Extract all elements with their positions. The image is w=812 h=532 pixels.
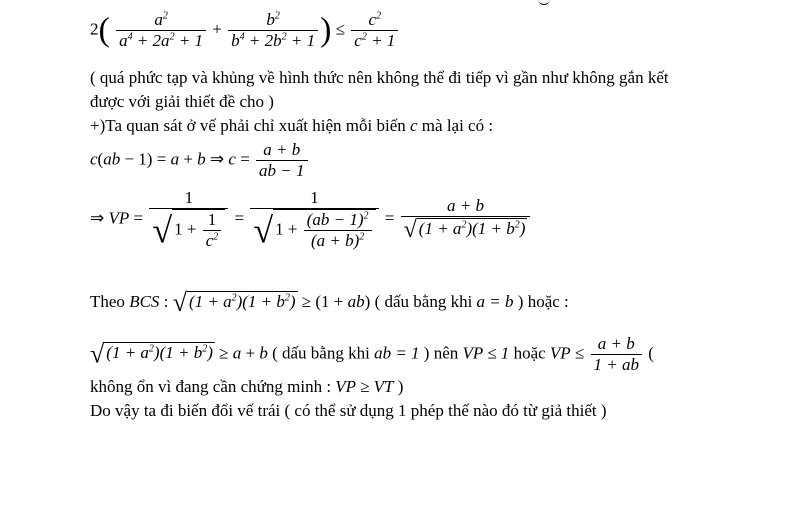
paragraph-2-end: mà lại có :	[421, 116, 494, 135]
hoac-2: hoặc	[513, 343, 546, 363]
dau-bang-2: ( dấu bằng khi	[272, 343, 370, 363]
formula-top: 2( $\frac{a^2}{a^4 + 2a^2 + 1}$ + $\frac{b^2}{b^4 + 2b^2 + 1}$ ) ≤ $\frac{c^2}{c^2 + 1}$	[90, 10, 400, 51]
theo-label: Theo	[90, 291, 125, 311]
decorative-mark	[538, 0, 550, 5]
bcs-label: BCS	[129, 291, 160, 311]
paragraph-2	[90, 116, 493, 136]
condition-1: a = b	[476, 291, 514, 311]
condition-2: ab = 1	[374, 343, 420, 363]
paragraph-2-var: c	[410, 116, 418, 135]
equation-2: ⇒ VP = 1 √ 1 + $\frac{1}{c^2}$ = 1 √ 1 + $\frac{(ab - 1)^2}{(a + b)^2}$ = $\frac{a + b}{√ (1 + a^2)(1 + b^2)}$	[90, 188, 532, 252]
vp-vt: VP ≥ VT	[335, 377, 394, 396]
line-final: Do vậy ta đi biến đổi vế trái ( có thể sử dụng 1 phép thế nào đó từ giả thiết )	[90, 401, 607, 420]
paragraph-1-line-2: được với giải thiết đề cho )	[90, 92, 274, 111]
paragraph-2-text: +)Ta quan sát ở vế phải chỉ xuất hiện mỗi biến	[90, 116, 406, 135]
equation-1: c(ab − 1) = a + b ⇒ c = $\frac{a + b}{ab - 1}$	[90, 140, 310, 181]
paragraph-1-line-1: ( quá phức tạp và khủng về hình thức nên không thể đi tiếp vì gần như không gắn kết	[90, 68, 669, 87]
paren-close: )	[397, 377, 404, 396]
hoac-1: ) hoặc :	[517, 291, 569, 311]
line-khong-on	[90, 377, 403, 397]
dau-bang-1: ( dấu bằng khi	[374, 291, 473, 311]
khong-on-text: không ổn vì đang cần chứng minh :	[90, 377, 332, 396]
paren-open: (	[648, 343, 654, 363]
ineq-2-line: √ $(1 + a^2)(1 + b^2) \ge a + b$ ( dấu bằng khi ab = 1 ) nên VP ≤ 1 hoặc VP ≤ $\frac{a + b}{1 + ab}$ (	[90, 334, 654, 374]
nen-label: ) nên	[423, 343, 459, 363]
bcs-line: Theo BCS : √ $(1 + a^2)(1 + b^2) \ge (1 + ab)$ ( dấu bằng khi a = b ) hoặc :	[90, 288, 569, 317]
vp-1: VP ≤ 1	[462, 343, 510, 363]
